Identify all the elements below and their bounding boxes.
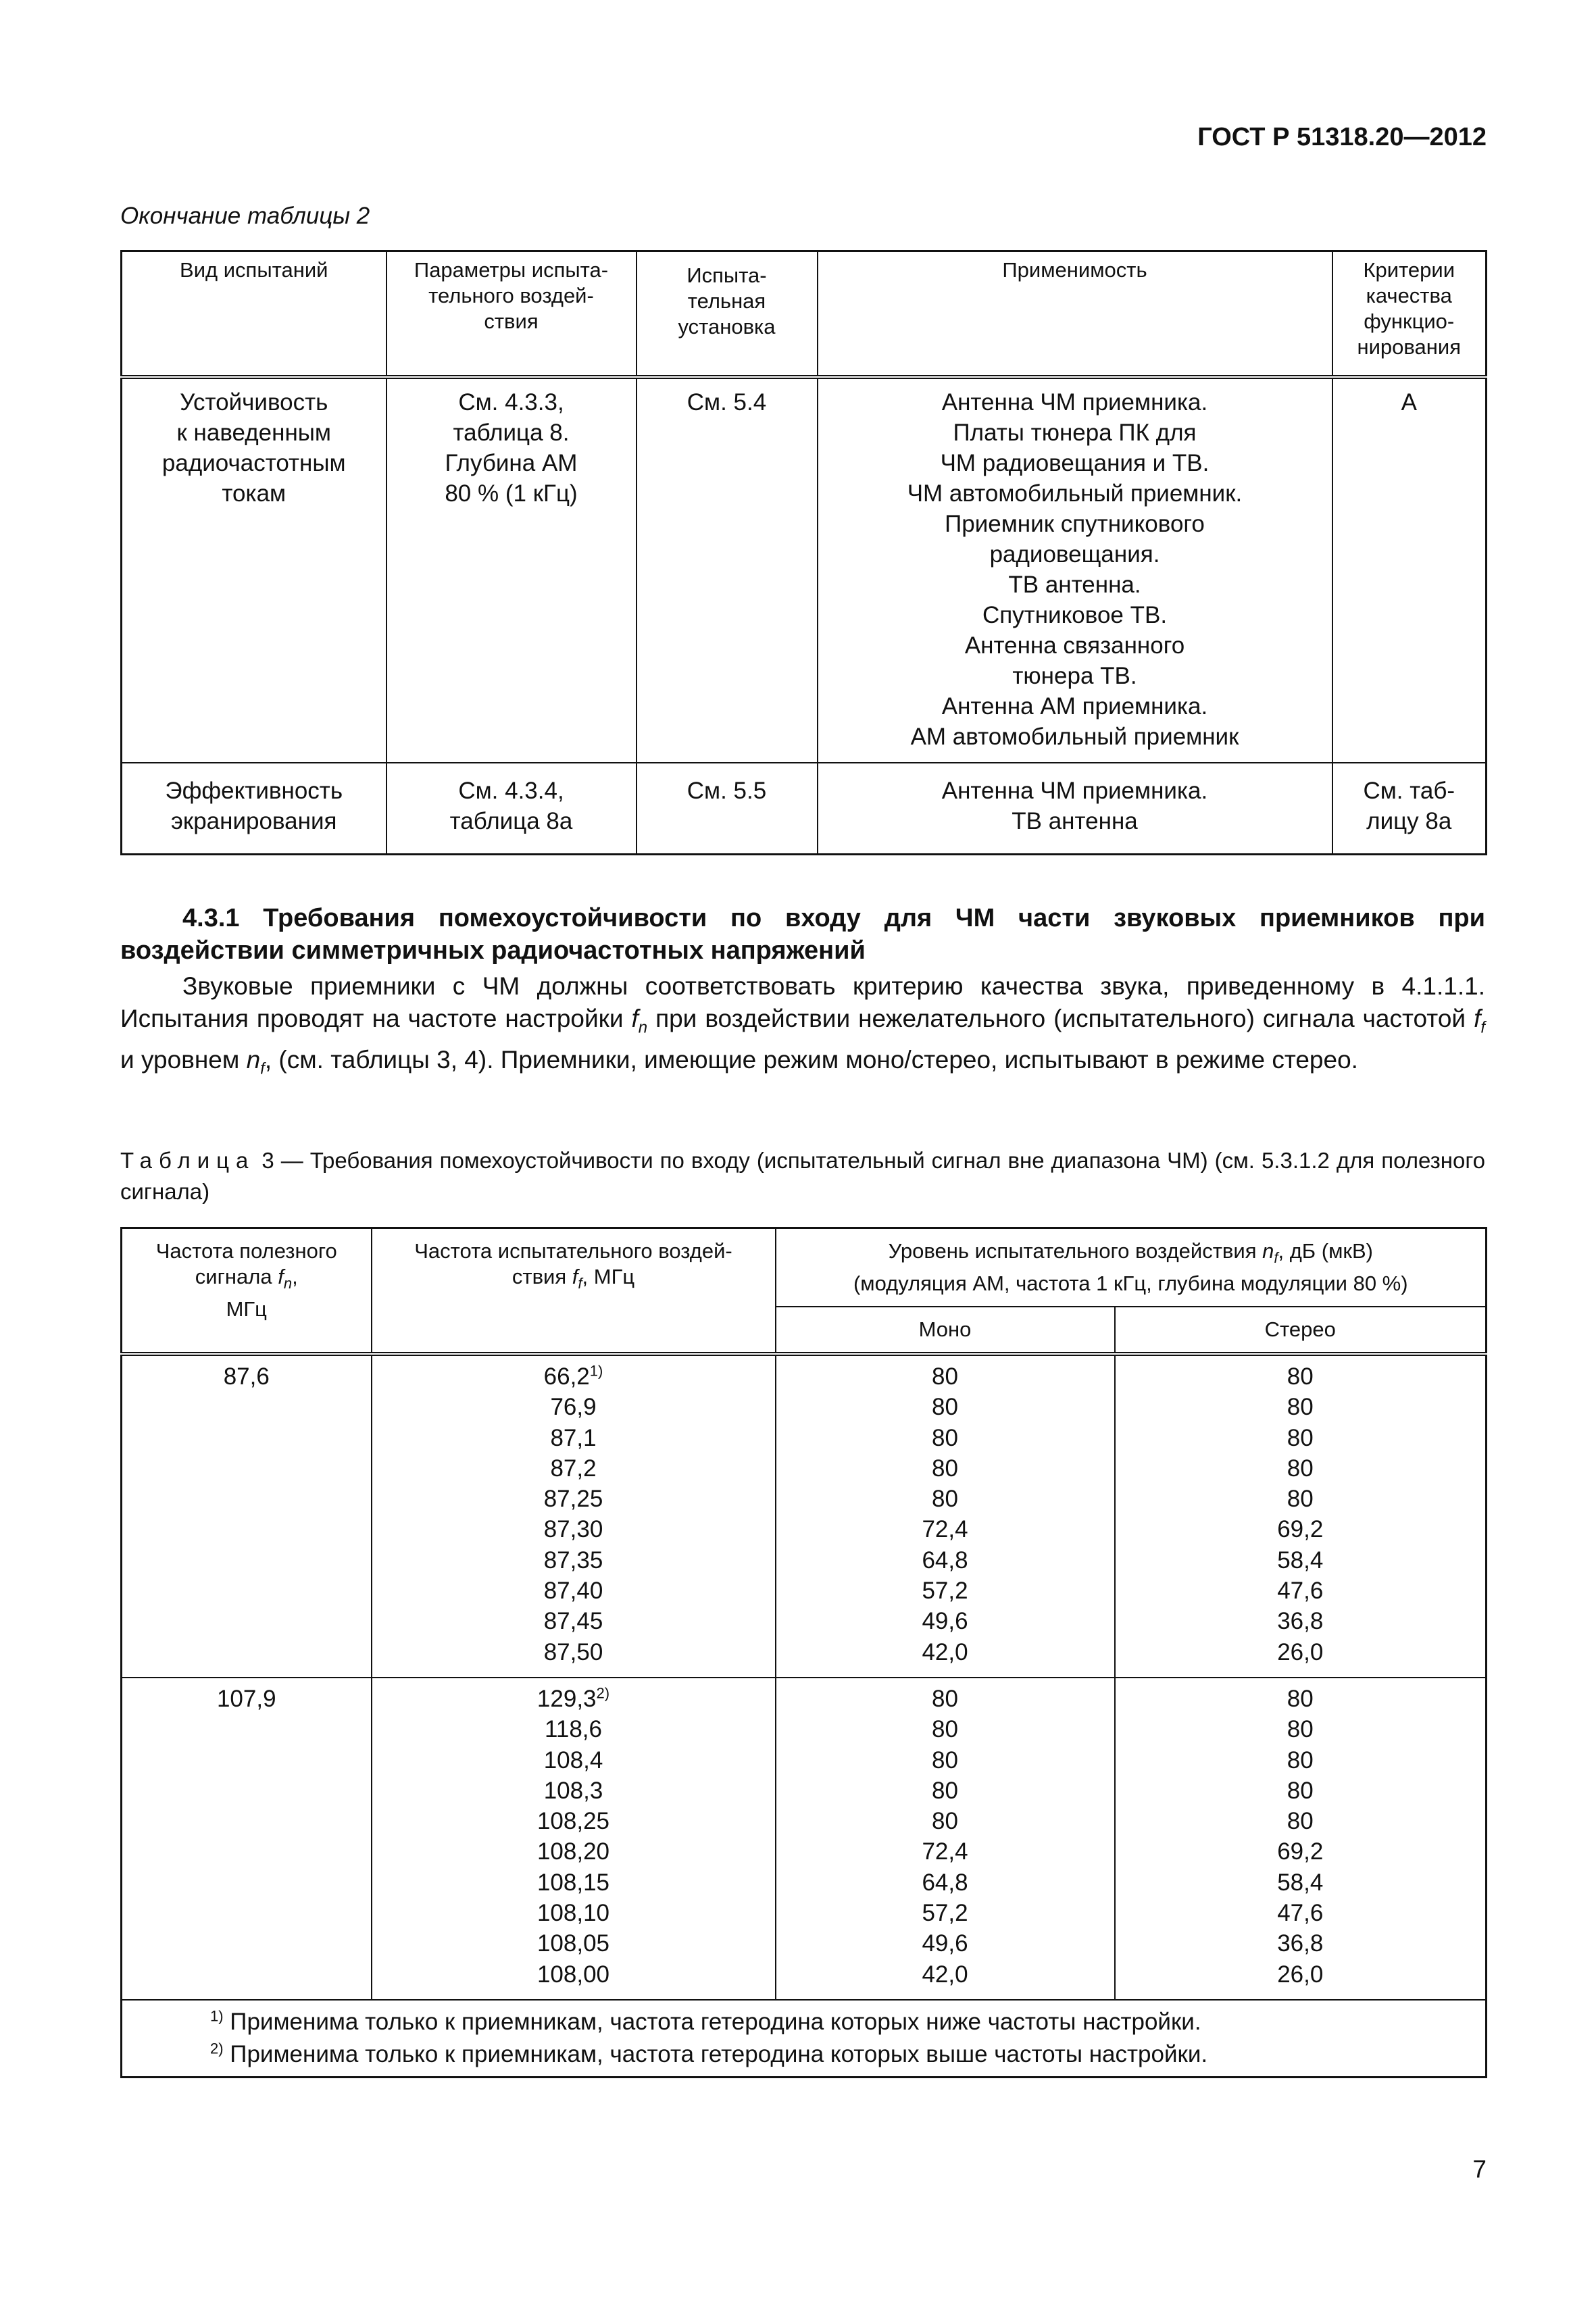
stereo-text: 69,2 <box>1277 1516 1324 1543</box>
test-freq-text: 87,2 <box>550 1455 597 1482</box>
mono-value <box>776 1714 1114 1744</box>
cell-line: ствия <box>484 309 539 333</box>
stereo-text: 80 <box>1287 1685 1314 1712</box>
col-label <box>372 1264 775 1297</box>
subscript-f: f <box>578 1275 582 1292</box>
cell-line: См. 4.3.3, <box>458 389 564 416</box>
table2-col-applicability <box>818 251 1332 378</box>
cell-line: Платы тюнера ПК для <box>953 420 1197 446</box>
cell-line: к наведенным <box>176 420 331 446</box>
mono-text: 80 <box>932 1455 958 1482</box>
table-3 <box>120 1227 1487 2078</box>
stereo-value <box>1116 1361 1486 1392</box>
col-label-part: ствия <box>512 1265 572 1288</box>
test-freq-text: 118,6 <box>545 1716 602 1743</box>
mono-text: 72,4 <box>922 1838 968 1865</box>
useful-freq-value: 107,9 <box>216 1685 276 1712</box>
mono-cell <box>776 1354 1115 1678</box>
mono-text: 57,2 <box>922 1900 968 1927</box>
cell-line: установка <box>678 315 776 338</box>
mono-value <box>776 1576 1114 1606</box>
stereo-text: 69,2 <box>1277 1838 1324 1865</box>
test-freq-value <box>372 1637 775 1667</box>
cell-line: тельная <box>687 289 766 313</box>
para-text: , (см. таблицы 3, 4). Приемники, имеющие режим моно/стерео, испытывают в режиме стерео. <box>264 1046 1358 1074</box>
cell-line: Критерии <box>1363 258 1455 282</box>
test-freq-text: 87,35 <box>543 1546 603 1574</box>
test-freq-text: 108,05 <box>537 1930 610 1957</box>
table3-caption-text: 3 — Требования помехоустойчивости по входу (испытательный сигнал вне диапазона ЧМ) (см. 5.3.1.2 для полезного сигнала) <box>120 1148 1485 1204</box>
table3-col-test-freq <box>372 1228 776 1355</box>
cell-line: Антенна АМ приемника. <box>941 693 1208 720</box>
test-freq-value <box>372 1514 775 1544</box>
table-row <box>122 1678 1487 2000</box>
cell-line: ЧМ радиовещания и ТВ. <box>940 450 1210 476</box>
mono-text: 42,0 <box>922 1961 968 1988</box>
col-unit: , дБ (мкВ) <box>1278 1239 1373 1263</box>
cell-line: экранирования <box>171 808 337 834</box>
mono-text: 72,4 <box>922 1516 968 1543</box>
cell-line: АМ автомобильный приемник <box>910 724 1239 750</box>
cell-line: 80 % (1 кГц) <box>445 480 578 507</box>
mono-value <box>776 1361 1114 1392</box>
mono-text: 64,8 <box>922 1869 968 1896</box>
cell-line: Устойчивость <box>180 389 328 416</box>
stereo-value <box>1116 1867 1486 1898</box>
col-label: сигнала $f_n$, <box>195 1265 298 1292</box>
cell-line: Антенна связанного <box>964 632 1185 659</box>
stereo-text: 26,0 <box>1277 1638 1324 1665</box>
mono-value <box>776 1392 1114 1422</box>
test-freq-value <box>372 1745 775 1776</box>
table3-col-useful-freq <box>122 1228 372 1355</box>
table2-col-setup <box>637 251 818 378</box>
test-freq-value <box>372 1392 775 1422</box>
table3-col-level <box>776 1228 1487 1307</box>
test-freq-text: 87,40 <box>543 1578 603 1605</box>
symbol-f: f <box>631 1005 639 1032</box>
stereo-text: 80 <box>1287 1777 1314 1804</box>
stereo-text: 80 <box>1287 1394 1314 1421</box>
table2-header-row <box>122 251 1487 378</box>
cell-line: токам <box>222 480 286 507</box>
mono-text: 80 <box>932 1424 958 1451</box>
test-freq-value <box>372 1898 775 1928</box>
cell-line: Применимость <box>1002 258 1147 282</box>
subscript-f: f <box>1274 1249 1278 1267</box>
mono-text: 49,6 <box>922 1930 968 1957</box>
stereo-value <box>1116 1392 1486 1422</box>
cell-line: тюнера ТВ. <box>1012 663 1137 689</box>
mono-value <box>776 1898 1114 1928</box>
table2-col-type <box>122 251 386 378</box>
cell-line: См. 4.3.4, <box>458 778 564 804</box>
stereo-value <box>1116 1453 1486 1484</box>
mono-value <box>776 1806 1114 1836</box>
mono-value <box>776 1867 1114 1898</box>
test-freq-cell <box>372 1354 776 1678</box>
test-freq-text: 129,3 <box>537 1685 597 1712</box>
page-number: 7 <box>1472 2155 1487 2183</box>
footnote-mark: 1) <box>210 2007 224 2025</box>
cell-line: Вид испытаний <box>180 258 328 282</box>
stereo-value <box>1116 1684 1486 1714</box>
cell-line: См. 5.5 <box>687 778 767 804</box>
col-label: (модуляция АМ, частота 1 кГц, глубина модуляции 80 %) <box>853 1272 1408 1296</box>
table2-col-params <box>386 251 637 378</box>
table-2-ending <box>120 250 1487 855</box>
table3-body <box>122 1354 1487 2077</box>
mono-text: 49,6 <box>922 1608 968 1635</box>
mono-text: 80 <box>932 1808 958 1835</box>
test-freq-text: 87,50 <box>543 1638 603 1665</box>
table2-caption: Окончание таблицы 2 <box>120 203 370 229</box>
cell-line: ТВ антенна <box>1012 808 1138 834</box>
stereo-value <box>1116 1423 1486 1453</box>
stereo-text: 80 <box>1287 1808 1314 1835</box>
test-freq-text: 108,10 <box>537 1900 610 1927</box>
subscript-f: f <box>1480 1018 1486 1037</box>
section-paragraph <box>120 970 1485 1086</box>
symbol-n: n <box>246 1046 261 1074</box>
stereo-text: 58,4 <box>1277 1546 1324 1574</box>
footnote-text: Применима только к приемникам, частота гетеродина которых выше частоты настройки. <box>223 2040 1208 2067</box>
symbol-f: f <box>572 1265 578 1288</box>
cell-line: таблица 8. <box>453 420 570 446</box>
test-freq-value <box>372 1545 775 1576</box>
mono-value <box>776 1484 1114 1514</box>
stereo-value <box>1116 1745 1486 1776</box>
stereo-value <box>1116 1514 1486 1544</box>
test-freq-value <box>372 1484 775 1514</box>
useful-freq-cell <box>122 1354 372 1678</box>
stereo-text: 80 <box>1287 1455 1314 1482</box>
stereo-text: 36,8 <box>1277 1930 1324 1957</box>
table2-cell-setup <box>637 763 818 855</box>
mono-text: 80 <box>932 1363 958 1390</box>
stereo-text: 80 <box>1287 1486 1314 1513</box>
symbol-f: f <box>1474 1005 1481 1032</box>
mono-value <box>776 1606 1114 1636</box>
test-freq-value <box>372 1836 775 1867</box>
para-text: и уровнем <box>120 1046 247 1074</box>
table-row <box>122 1354 1487 1678</box>
mono-text: 42,0 <box>922 1638 968 1665</box>
test-freq-text: 87,25 <box>543 1486 603 1513</box>
useful-freq-value: 87,6 <box>223 1363 270 1390</box>
footnote-mark: 2) <box>596 1684 610 1702</box>
mono-cell <box>776 1678 1115 2000</box>
stereo-text: 80 <box>1287 1716 1314 1743</box>
test-freq-value <box>372 1867 775 1898</box>
stereo-value <box>1116 1545 1486 1576</box>
stereo-value <box>1116 1806 1486 1836</box>
stereo-value <box>1116 1714 1486 1744</box>
section-heading: 4.3.1 Требования помехоустойчивости по входу для ЧМ части звуковых приемников при воздействии симметричных радиочастотных напряжений <box>120 904 1485 965</box>
mono-text: 80 <box>932 1486 958 1513</box>
cell-line: Эффективность <box>165 778 343 804</box>
cell-line: Антенна ЧМ приемника. <box>941 778 1208 804</box>
cell-line: А <box>1401 389 1417 416</box>
test-freq-text: 87,1 <box>550 1424 597 1451</box>
mono-value <box>776 1545 1114 1576</box>
cell-line: Приемник спутникового <box>945 511 1205 537</box>
document-code: ГОСТ Р 51318.20—2012 <box>1197 123 1487 151</box>
test-freq-value <box>372 1606 775 1636</box>
table2-cell-applicability <box>818 763 1332 855</box>
stereo-text: 80 <box>1287 1424 1314 1451</box>
table2-cell-applicability <box>818 377 1332 763</box>
mono-value <box>776 1637 1114 1667</box>
test-freq-text: 108,4 <box>543 1746 603 1774</box>
table-row <box>122 763 1487 855</box>
test-freq-value <box>372 1928 775 1959</box>
cell-line: тельного воздей- <box>428 284 594 307</box>
test-freq-text: 108,25 <box>537 1808 610 1835</box>
mono-text: 57,2 <box>922 1578 968 1605</box>
stereo-text: 36,8 <box>1277 1608 1324 1635</box>
mono-text: 80 <box>932 1777 958 1804</box>
table3-col-mono: Моно <box>776 1307 1115 1354</box>
test-freq-value <box>372 1423 775 1453</box>
cell-line: См. таб- <box>1363 778 1455 804</box>
mono-text: 80 <box>932 1685 958 1712</box>
mono-value <box>776 1959 1114 1990</box>
test-freq-text: 87,30 <box>543 1516 603 1543</box>
table3-notes <box>122 2000 1487 2078</box>
test-freq-text: 87,45 <box>543 1608 603 1635</box>
test-freq-value <box>372 1684 775 1714</box>
mono-value <box>776 1928 1114 1959</box>
test-freq-value <box>372 1453 775 1484</box>
table2-cell-setup <box>637 377 818 763</box>
test-freq-text: 108,20 <box>537 1838 610 1865</box>
subscript-n: n <box>283 1275 293 1292</box>
stereo-text: 80 <box>1287 1746 1314 1774</box>
table3-notes-row <box>122 2000 1487 2078</box>
table2-cell-type <box>122 377 386 763</box>
cell-line: лицу 8а <box>1366 808 1452 834</box>
footnote <box>210 2038 1485 2071</box>
symbol-n: n <box>1262 1239 1274 1263</box>
stereo-value <box>1116 1484 1486 1514</box>
test-freq-value <box>372 1959 775 1990</box>
stereo-text: 58,4 <box>1277 1869 1324 1896</box>
stereo-text: 47,6 <box>1277 1900 1324 1927</box>
stereo-value <box>1116 1576 1486 1606</box>
stereo-value <box>1116 1606 1486 1636</box>
para-text: Звуковые приемники с ЧМ должны соответствовать критерию качества звука, приведенному в 4.1.1.1. Испытания проводят на частоте настройки <box>120 972 1485 1032</box>
stereo-text: 26,0 <box>1277 1961 1324 1988</box>
test-freq-value <box>372 1714 775 1744</box>
cell-line: Спутниковое ТВ. <box>982 602 1168 628</box>
cell-line: ЧМ автомобильный приемник. <box>907 480 1243 507</box>
mono-value <box>776 1514 1114 1544</box>
table3-col-stereo: Стерео <box>1115 1307 1487 1354</box>
footnote-mark: 2) <box>210 2040 224 2057</box>
test-freq-text: 76,9 <box>550 1394 597 1421</box>
stereo-value <box>1116 1928 1486 1959</box>
para-text: при воздействии нежелательного (испытательного) сигнала частотой <box>647 1005 1474 1032</box>
cell-line: радиочастотным <box>161 450 346 476</box>
table3-header-row <box>122 1228 1487 1307</box>
col-label <box>776 1238 1486 1271</box>
mono-value <box>776 1453 1114 1484</box>
stereo-value <box>1116 1959 1486 1990</box>
table2-col-criteria <box>1332 251 1487 378</box>
test-freq-value <box>372 1576 775 1606</box>
test-freq-text: 108,15 <box>537 1869 610 1896</box>
table3-caption <box>120 1145 1485 1207</box>
stereo-value <box>1116 1898 1486 1928</box>
mono-value <box>776 1423 1114 1453</box>
stereo-value <box>1116 1637 1486 1667</box>
stereo-value <box>1116 1836 1486 1867</box>
footnote-text: Применима только к приемникам, частота гетеродина которых ниже частоты настройки. <box>223 2008 1201 2035</box>
stereo-text: 80 <box>1287 1363 1314 1390</box>
stereo-cell <box>1115 1678 1487 2000</box>
table-row <box>122 377 1487 763</box>
mono-value <box>776 1745 1114 1776</box>
col-label: Частота испытательного воздей- <box>414 1239 732 1263</box>
subscript-f: f <box>260 1059 265 1078</box>
cell-line: ТВ антенна. <box>1008 572 1141 598</box>
test-freq-value <box>372 1361 775 1392</box>
mono-value <box>776 1836 1114 1867</box>
table2-cell-params <box>386 377 637 763</box>
table2-cell-criteria <box>1332 377 1487 763</box>
stereo-text: 47,6 <box>1277 1578 1324 1605</box>
cell-line: функцио- <box>1364 309 1455 333</box>
mono-text: 80 <box>932 1394 958 1421</box>
cell-line: нирования <box>1357 335 1461 359</box>
col-unit: , МГц <box>582 1265 635 1288</box>
symbol-f: f <box>278 1265 284 1288</box>
cell-line: См. 5.4 <box>687 389 767 416</box>
test-freq-value <box>372 1806 775 1836</box>
cell-line: качества <box>1366 284 1452 307</box>
useful-freq-cell <box>122 1678 372 2000</box>
table2-cell-type <box>122 763 386 855</box>
table3-caption-prefix: Таблица <box>120 1148 255 1173</box>
col-unit: МГц <box>226 1297 267 1322</box>
test-freq-value <box>372 1776 775 1806</box>
test-freq-cell <box>372 1678 776 2000</box>
cell-line: Испыта- <box>687 263 767 287</box>
stereo-cell <box>1115 1354 1487 1678</box>
mono-text: 80 <box>932 1716 958 1743</box>
stereo-value <box>1116 1776 1486 1806</box>
table2-cell-params <box>386 763 637 855</box>
footnote <box>210 2006 1485 2038</box>
cell-line: Параметры испыта- <box>414 258 609 282</box>
mono-text: 80 <box>932 1746 958 1774</box>
col-label-part: Уровень испытательного воздействия <box>888 1239 1263 1263</box>
test-freq-text: 66,2 <box>543 1363 590 1390</box>
mono-value <box>776 1684 1114 1714</box>
mono-text: 64,8 <box>922 1546 968 1574</box>
col-label: Частота полезного <box>155 1239 337 1263</box>
cell-line: Антенна ЧМ приемника. <box>941 389 1208 416</box>
footnote-mark: 1) <box>589 1362 603 1380</box>
cell-line: таблица 8а <box>449 808 573 834</box>
cell-line: радиовещания. <box>989 541 1160 568</box>
cell-line: Глубина АМ <box>445 450 578 476</box>
table2-cell-criteria <box>1332 763 1487 855</box>
mono-value <box>776 1776 1114 1806</box>
subscript-n: n <box>638 1018 648 1037</box>
test-freq-text: 108,00 <box>537 1961 610 1988</box>
col-label-part: сигнала <box>195 1265 278 1288</box>
test-freq-text: 108,3 <box>543 1777 603 1804</box>
